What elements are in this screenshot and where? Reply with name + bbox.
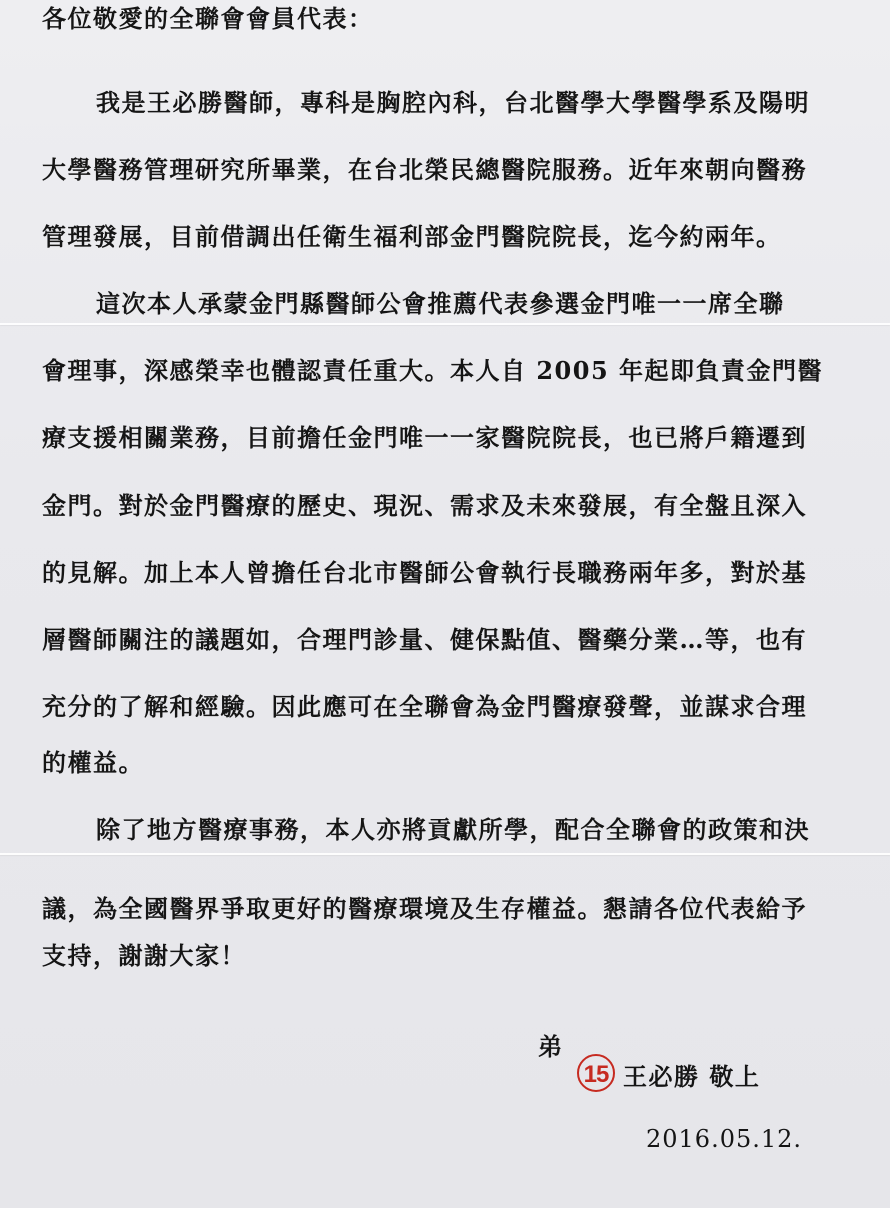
body-line: 這次本人承蒙金門縣醫師公會推薦代表參選金門唯一一席全聯 (96, 289, 785, 318)
body-line: 我是王必勝醫師，專科是胸腔內科，台北醫學大學醫學系及陽明 (96, 88, 810, 117)
body-line: 金門。對於金門醫療的歷史、現況、需求及未來發展，有全盤且深入 (42, 491, 807, 520)
closing-prefix: 弟 (538, 1032, 564, 1061)
red-number-seal: 15 (577, 1054, 615, 1092)
body-line: 管理發展，目前借調出任衛生福利部金門醫院院長，迄今約兩年。 (42, 222, 782, 251)
body-line: 除了地方醫療事務，本人亦將貢獻所學，配合全聯會的政策和決 (96, 815, 810, 844)
letter-date: 2016.05.12. (646, 1125, 803, 1153)
body-line: 大學醫務管理研究所畢業，在台北榮民總醫院服務。近年來朝向醫務 (42, 155, 807, 184)
body-line: 的見解。加上本人曾擔任台北市醫師公會執行長職務兩年多，對於基 (42, 558, 807, 587)
signature: 王必勝 敬上 (623, 1062, 761, 1091)
body-line: 的權益。 (42, 748, 144, 777)
body-line: 層醫師關注的議題如，合理門診量、健保點值、醫藥分業…等，也有 (42, 625, 807, 654)
body-line: 支持，謝謝大家！ (42, 941, 246, 970)
salutation: 各位敬愛的全聯會會員代表： (42, 4, 374, 33)
body-line: 議，為全國醫界爭取更好的醫療環境及生存權益。懇請各位代表給予 (42, 894, 807, 923)
paper-fold-line (0, 853, 890, 855)
body-line: 充分的了解和經驗。因此應可在全聯會為金門醫療發聲，並謀求合理 (42, 692, 807, 721)
paper-fold-line (0, 323, 890, 325)
body-line: 療支援相關業務，目前擔任金門唯一一家醫院院長，也已將戶籍遷到 (42, 423, 807, 452)
body-line: 會理事，深感榮幸也體認責任重大。本人自 2005 年起即負責金門醫 (42, 356, 824, 385)
